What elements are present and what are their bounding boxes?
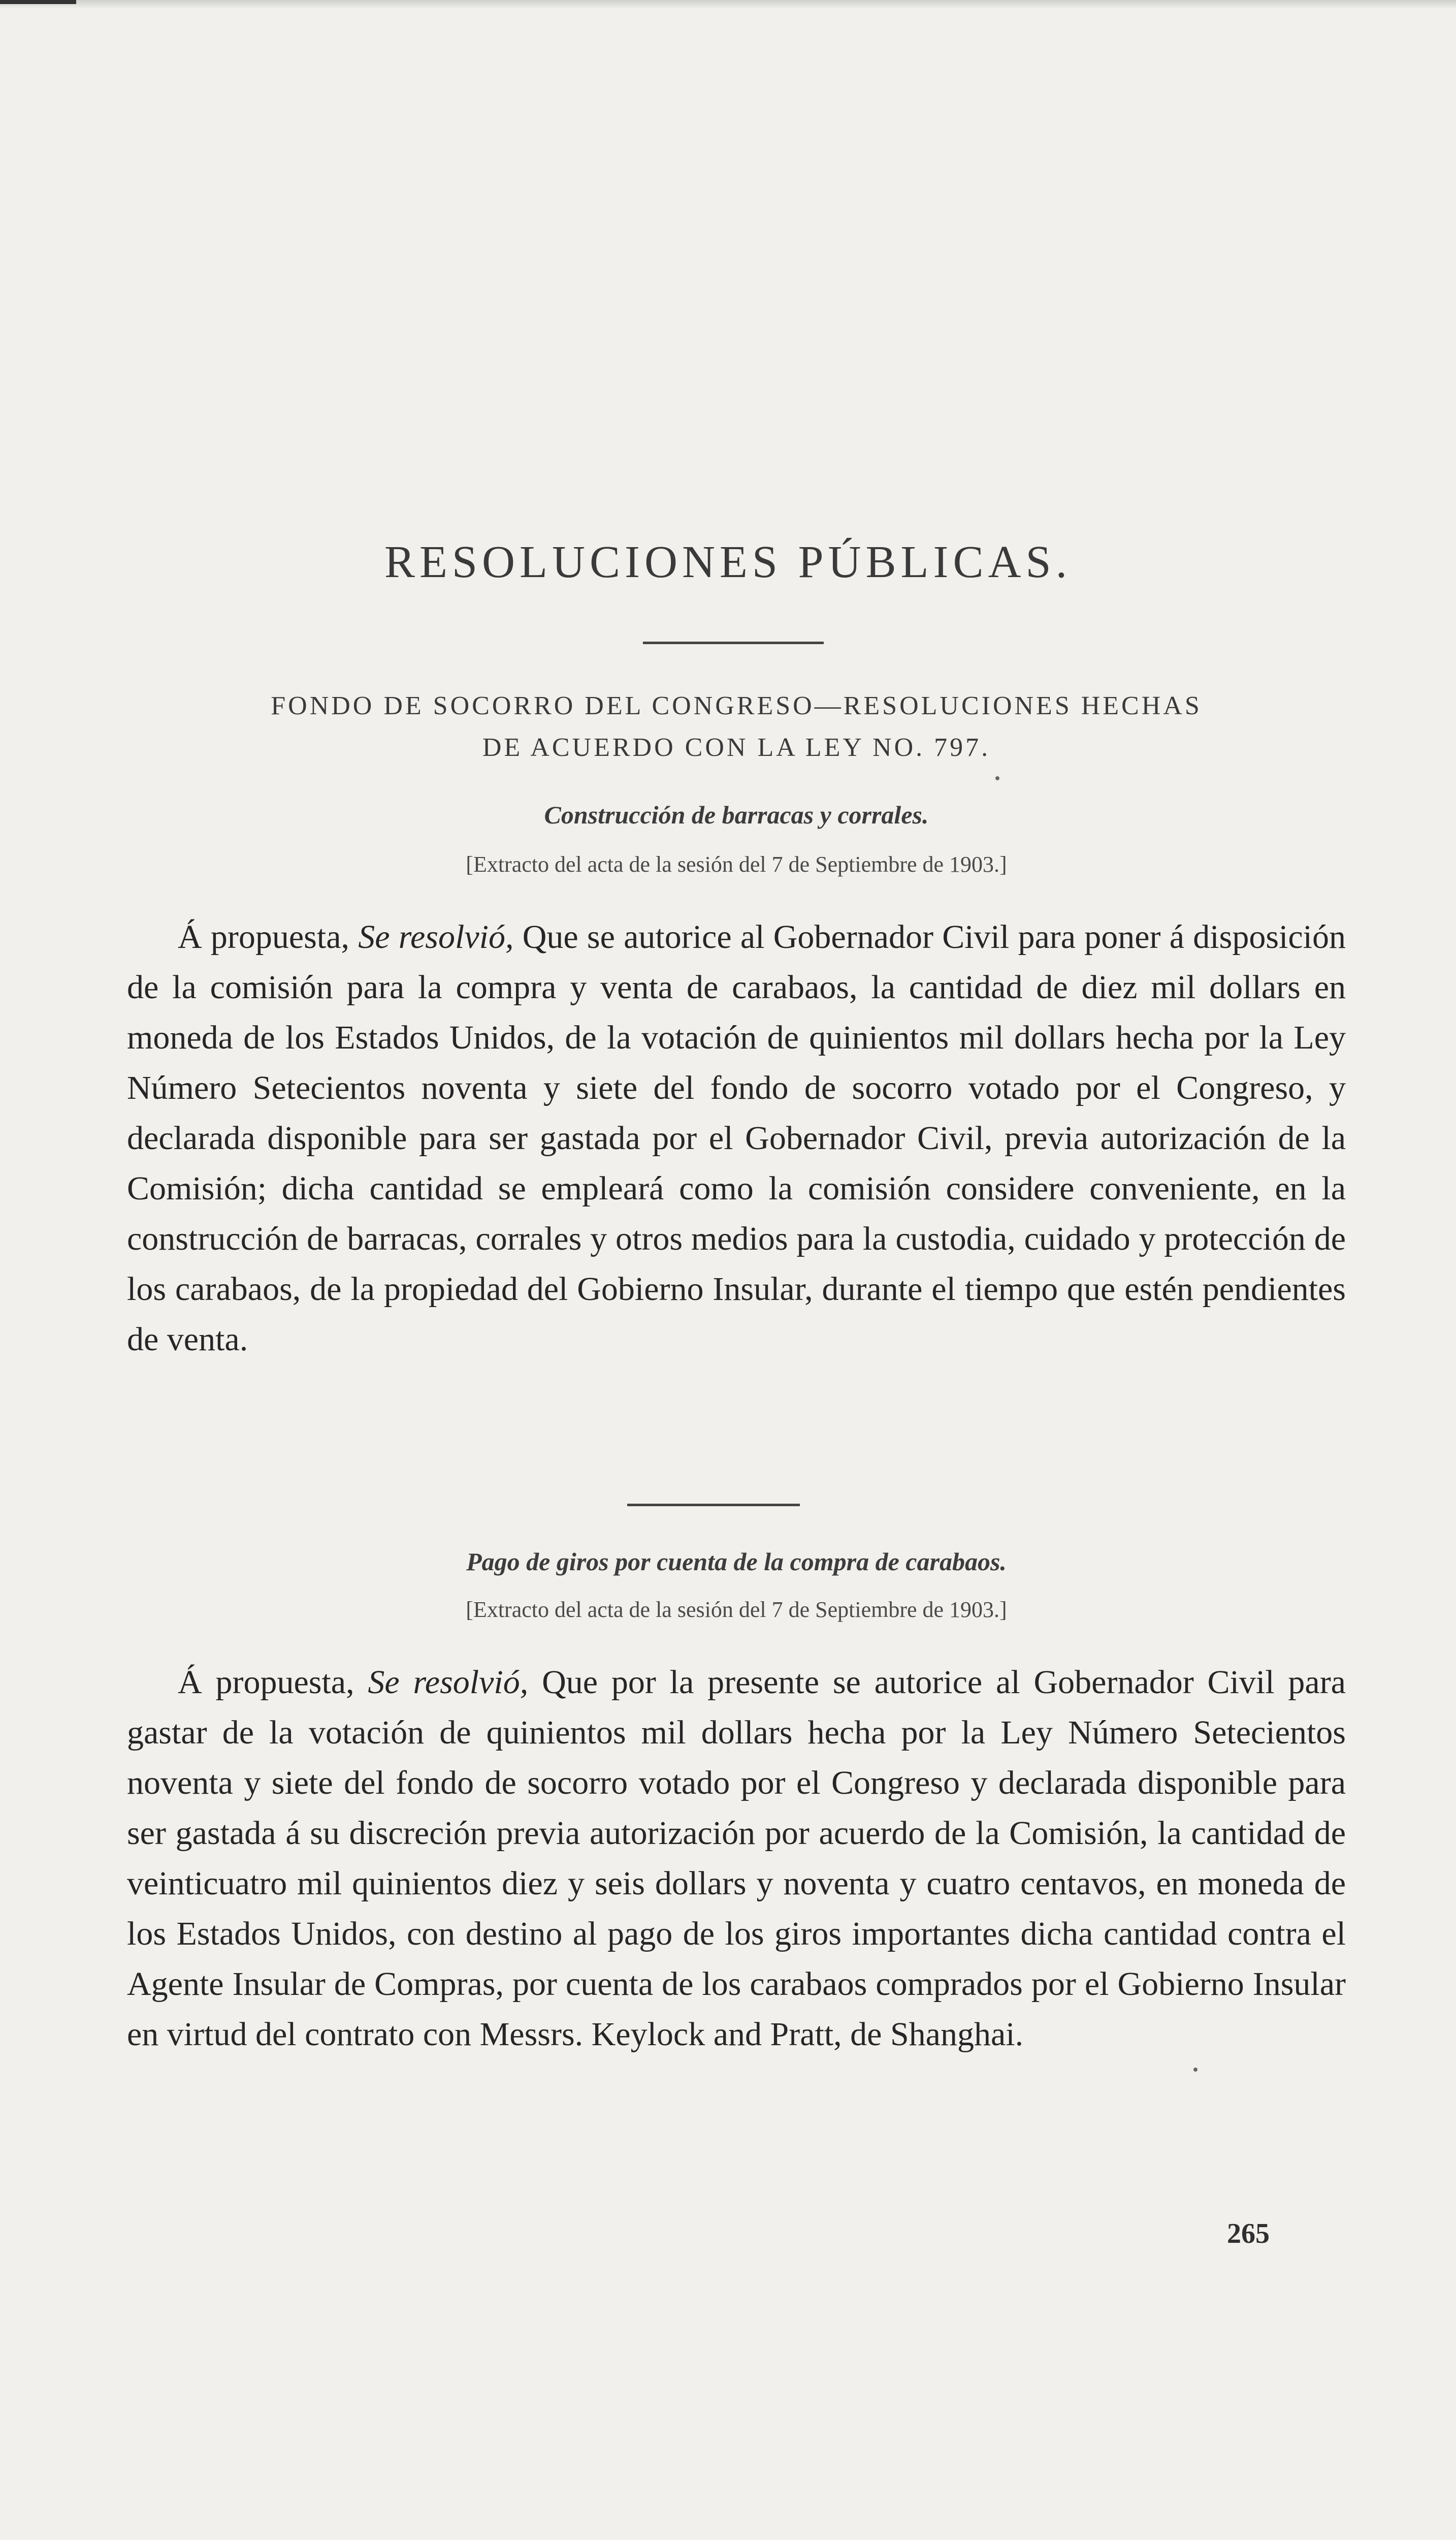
resolution-2-resolved: Se resolvió, [368,1664,529,1701]
resolution-2-subtitle: Pago de giros por cuenta de la compra de carabaos. [466,1547,1007,1576]
resolution-1-note: [Extracto del acta de la sesión del 7 de Septiembre de 1903.] [466,852,1007,877]
section-rule [627,1504,800,1506]
resolution-1-resolved: Se resolvió, [358,918,514,956]
scan-mark [0,0,76,4]
speck [995,776,999,780]
resolution-1-body [127,912,1346,1364]
resolution-2-text: Que por la presente se autorice al Gobernador Civil para gastar de la votación de quinientos mil dollars hecha por la Ley Número Setecientos noventa y siete del fondo de socorro votado por el Congreso y declarada disponible para ser gastada á su discreción previa autorización por acuerdo de la Comisión, la cantidad de veinticuatro mil quinientos diez y seis dollars y noventa y cuatro centavos, en moneda de los Estados Unidos, con destino al pago de los giros importantes dicha cantidad contra el Agente Insular de Compras, por cuenta de los carabaos comprados por el Gobierno Insular en virtud del contrato con Messrs. Keylock and Pratt, de Shanghai. [127,1664,1346,2053]
page-title: RESOLUCIONES PÚBLICAS. [384,537,1072,587]
title-rule [643,642,824,644]
page-top-edge [0,0,1456,9]
resolution-1-text: Que se autorice al Gobernador Civil para poner á disposición de la comisión para la compra y venta de carabaos, la cantidad de diez mil dollars en moneda de los Estados Unidos, de la votación de quinientos mil dollars hecha por la Ley Número Setecientos noventa y siete del fondo de socorro votado por el Congreso, y declarada disponible para ser gastada por el Gobernador Civil, previa autorización de la Comisión; dicha cantidad se empleará como la comisión considere conveniente, en la construcción de barracas, corrales y otros medios para la custodia, cuidado y protección de los carabaos, de la propiedad del Gobierno Insular, durante el tiempo que estén pendientes de venta. [127,918,1346,1358]
resolution-1-subtitle: Construcción de barracas y corrales. [544,801,929,829]
page-number: 265 [1227,2218,1270,2249]
resolution-2-lead: Á propuesta, [178,1664,368,1701]
resolution-1-lead: Á propuesta, [178,918,359,956]
section-heading-line-2: DE ACUERDO CON LA LEY NO. 797. [482,733,991,762]
speck [1193,2068,1198,2072]
resolution-2-note: [Extracto del acta de la sesión del 7 de Septiembre de 1903.] [466,1597,1007,1622]
resolution-2-body [127,1657,1346,2059]
section-heading-line-1: FONDO DE SOCORRO DEL CONGRESO—RESOLUCIONES HECHAS [271,691,1202,720]
